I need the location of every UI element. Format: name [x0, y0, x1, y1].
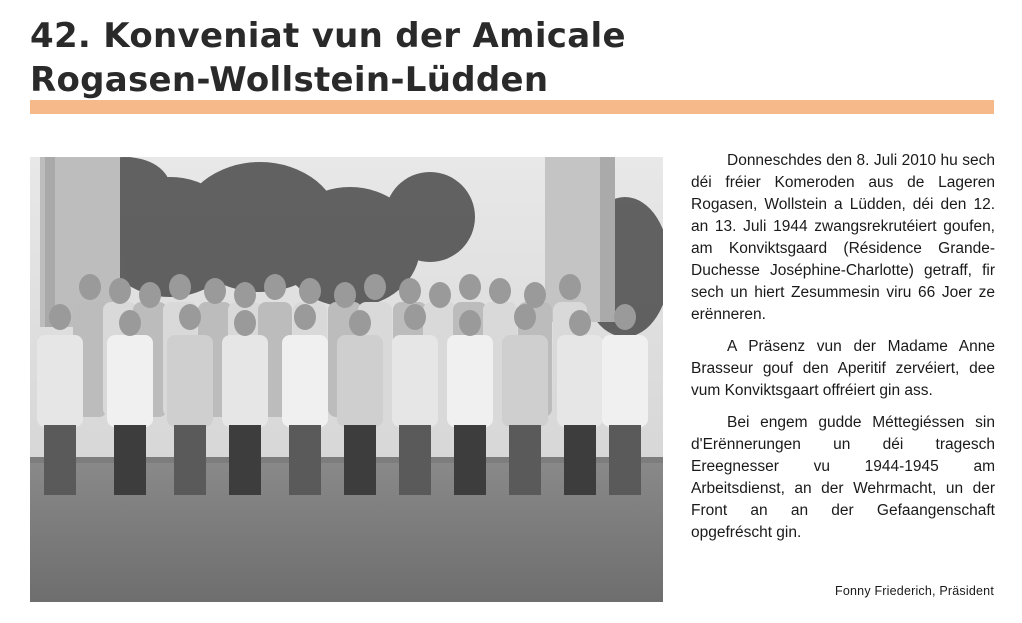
- paragraph-3: Bei engem gudde Méttegiéssen sin d'Erënnerungen un déi tragesch Ereegnesser vu 1944-1945 am Arbeitsdienst, an der Wehrmacht, un der Front an an der Gefaangenschaft opgefréscht gin.: [691, 414, 995, 541]
- person-legs: [564, 425, 596, 495]
- article-text: [691, 150, 995, 554]
- title-line-1: 42. Konveniat vun der Amicale: [30, 16, 626, 56]
- page-title: [30, 14, 626, 102]
- person-legs: [229, 425, 261, 495]
- paragraph-1: Donneschdes den 8. Juli 2010 hu sech déi fréier Komeroden aus de Lageren Rogasen, Wollstein a Lüdden, déi den 12. an 13. Juli 1944 zwangsrekrutéiert goufen, am Konviktsgaard (Résidence Grande-Duchesse Joséphine-Charlotte) getraff, fir sech un hiert Zesummesin viru 66 Joer ze erënneren.: [691, 152, 995, 323]
- signature: Fonny Friederich, Präsident: [835, 584, 994, 598]
- title-line-2: Rogasen-Wollstein-Lüdden: [30, 60, 549, 100]
- person-legs: [609, 425, 641, 495]
- accent-bar: [30, 100, 994, 114]
- person-legs: [344, 425, 376, 495]
- person-legs: [114, 425, 146, 495]
- person-legs: [454, 425, 486, 495]
- person-legs: [289, 425, 321, 495]
- paragraph-2: A Präsenz vun der Madame Anne Brasseur gouf den Aperitif zervéiert, dee vum Konviktsgaart offréiert gin ass.: [691, 338, 995, 399]
- person-legs: [44, 425, 76, 495]
- group-photo: [30, 157, 663, 602]
- person-legs: [174, 425, 206, 495]
- person-legs: [399, 425, 431, 495]
- person-legs: [509, 425, 541, 495]
